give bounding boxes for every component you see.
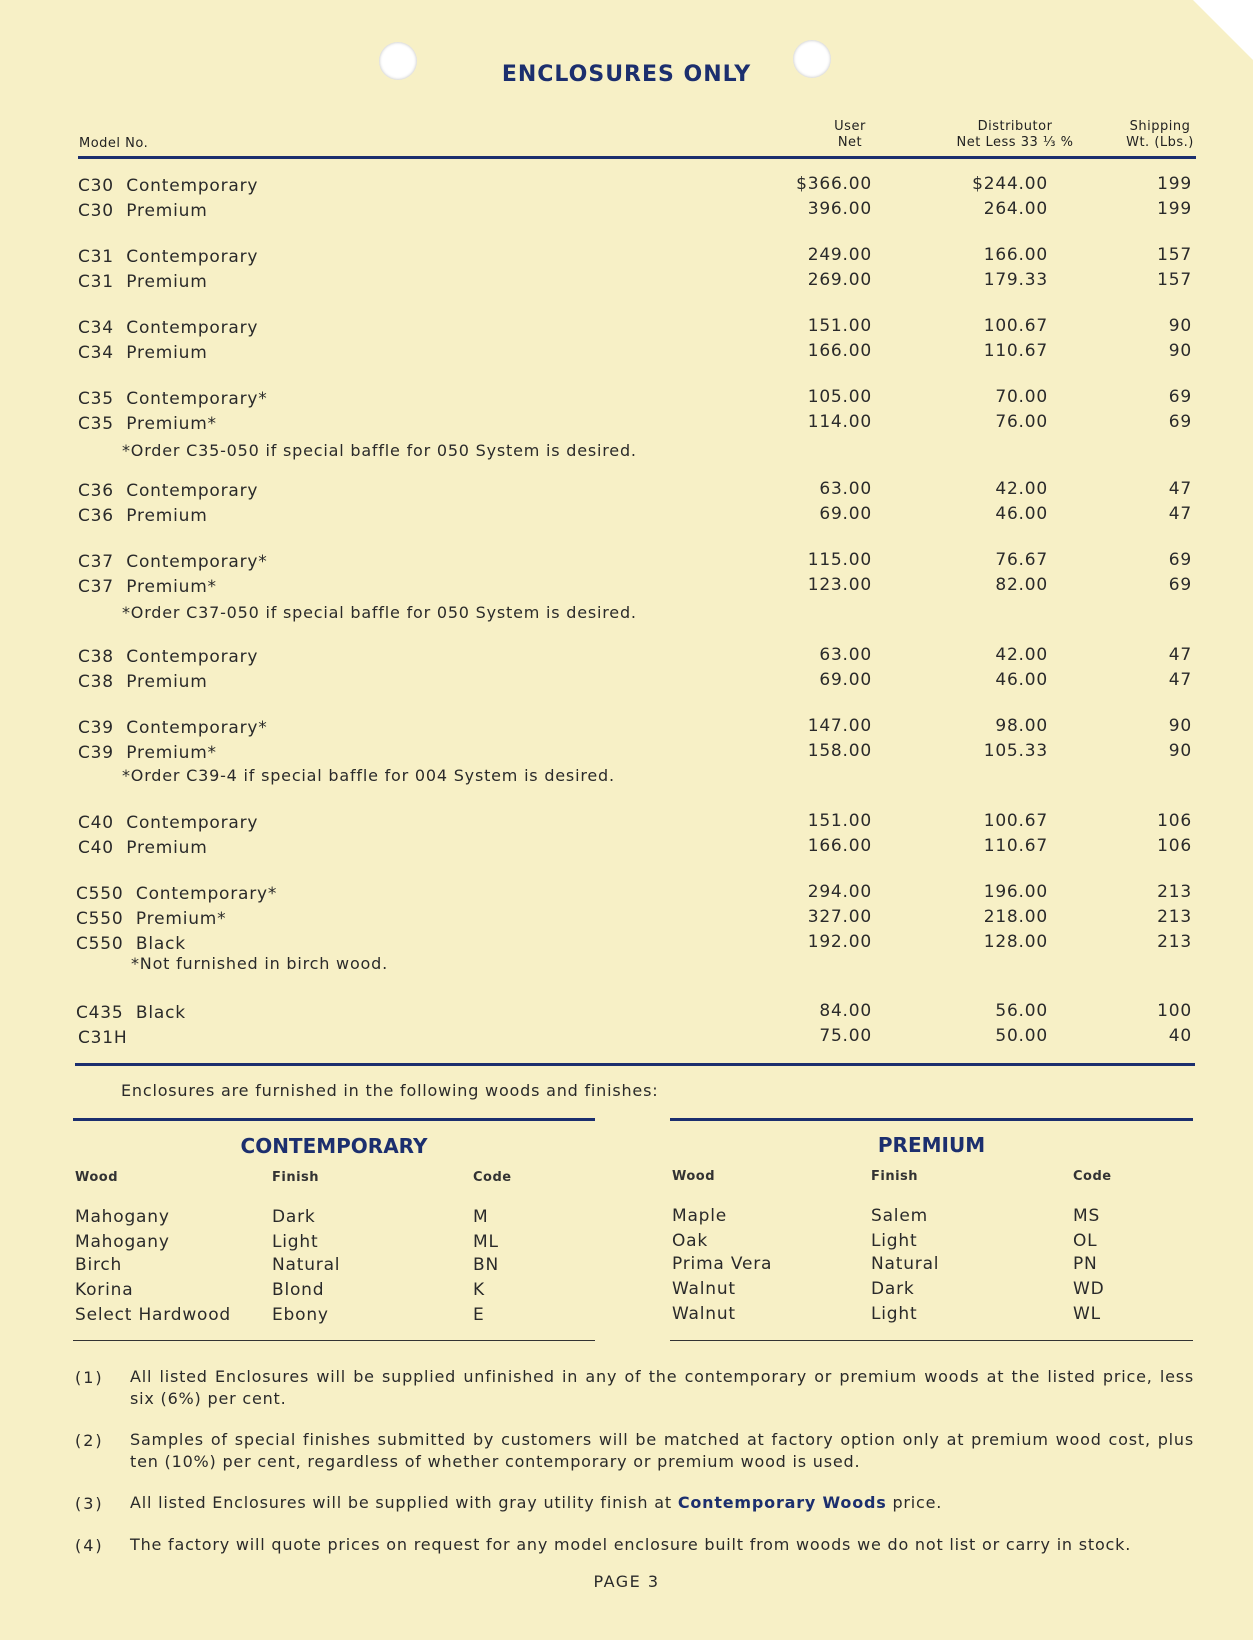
note-c35: *Order C35-050 if special baffle for 050 System is desired. — [122, 441, 637, 460]
row-user-net: 114.00 — [807, 412, 872, 432]
col-header-model: Model No. — [79, 136, 149, 151]
row-model: C550 Premium* — [76, 909, 227, 929]
footnote-2-number: (2) — [75, 1431, 104, 1450]
page-title: ENCLOSURES ONLY — [501, 62, 752, 87]
col-header-shipping-line2: Wt. (Lbs.) — [1126, 135, 1194, 150]
row-shipping-weight: 213 — [1157, 882, 1192, 902]
footnote-4-text: The factory will quote prices on request for any model enclosure built from woods we do not list or carry in stock. — [130, 1535, 1132, 1554]
col-header-user-net-line1: User — [834, 119, 866, 134]
contemporary-heading: CONTEMPORARY — [240, 1134, 428, 1158]
row-user-net: 158.00 — [807, 741, 872, 761]
col-header-distributor — [940, 119, 1090, 151]
row-distributor-net: 100.67 — [983, 316, 1048, 336]
header-rule — [78, 156, 1196, 159]
row-model: C39 Premium* — [78, 743, 217, 763]
row-distributor-net: 46.00 — [995, 670, 1048, 690]
footnote-4-number: (4) — [75, 1536, 104, 1555]
row-user-net: 63.00 — [819, 479, 872, 499]
premium-col-wood: Wood — [672, 1169, 716, 1184]
row-distributor-net: 179.33 — [983, 270, 1048, 290]
footnote-3-text-after: price. — [886, 1493, 943, 1512]
contemporary-finish: Ebony — [272, 1305, 329, 1325]
note-c39: *Order C39-4 if special baffle for 004 System is desired. — [122, 766, 615, 785]
premium-wood: Prima Vera — [672, 1254, 773, 1274]
premium-wood: Walnut — [672, 1279, 736, 1299]
row-model: C31 Contemporary — [78, 247, 259, 267]
note-c550: *Not furnished in birch wood. — [131, 954, 388, 973]
row-shipping-weight: 69 — [1168, 387, 1192, 407]
note-c37: *Order C37-050 if special baffle for 050 System is desired. — [122, 603, 637, 622]
contemporary-col-code: Code — [473, 1170, 512, 1185]
row-shipping-weight: 199 — [1157, 174, 1192, 194]
row-shipping-weight: 69 — [1168, 550, 1192, 570]
premium-wood: Oak — [672, 1231, 709, 1251]
row-user-net: 327.00 — [807, 907, 872, 927]
contemporary-wood: Korina — [75, 1280, 134, 1300]
row-model: C37 Premium* — [78, 577, 217, 597]
row-user-net: 166.00 — [807, 836, 872, 856]
row-model: C39 Contemporary* — [78, 718, 268, 738]
contemporary-finish: Blond — [272, 1280, 325, 1300]
contemporary-code: ML — [473, 1232, 499, 1252]
row-shipping-weight: 90 — [1168, 341, 1192, 361]
row-distributor-net: 218.00 — [983, 907, 1048, 927]
row-distributor-net: 100.67 — [983, 811, 1048, 831]
row-model: C35 Contemporary* — [78, 389, 268, 409]
premium-wood: Walnut — [672, 1304, 736, 1324]
row-model: C38 Contemporary — [78, 647, 259, 667]
contemporary-code: E — [473, 1305, 485, 1325]
row-user-net: 396.00 — [807, 199, 872, 219]
premium-bottom-rule — [670, 1340, 1193, 1341]
premium-code: WL — [1073, 1304, 1101, 1324]
row-distributor-net: 105.33 — [983, 741, 1048, 761]
row-model: C550 Black — [76, 934, 186, 954]
row-model: C38 Premium — [78, 672, 208, 692]
col-header-shipping-line1: Shipping — [1129, 119, 1191, 134]
finishes-intro: Enclosures are furnished in the following woods and finishes: — [121, 1081, 659, 1100]
page-number: PAGE 3 — [593, 1572, 660, 1591]
row-model: C30 Premium — [78, 201, 208, 221]
row-model: C30 Contemporary — [78, 176, 259, 196]
row-distributor-net: 264.00 — [983, 199, 1048, 219]
row-user-net: 166.00 — [807, 341, 872, 361]
premium-top-rule — [670, 1118, 1193, 1121]
row-model: C550 Contemporary* — [76, 884, 278, 904]
premium-wood: Maple — [672, 1206, 728, 1226]
row-shipping-weight: 69 — [1168, 575, 1192, 595]
footnote-2-text: Samples of special finishes submitted by customers will be matched at factory option only at premium wood cost, plus ten (10%) per cent, regardless of whether contemporary or premium wood is used. — [130, 1430, 1194, 1471]
row-shipping-weight: 40 — [1168, 1026, 1192, 1046]
row-model: C31 Premium — [78, 272, 208, 292]
contemporary-col-finish: Finish — [272, 1170, 320, 1185]
row-model: C36 Contemporary — [78, 481, 259, 501]
premium-heading: PREMIUM — [877, 1133, 986, 1157]
row-model: C40 Premium — [78, 838, 208, 858]
contemporary-finish: Dark — [272, 1207, 316, 1227]
footnote-3-number: (3) — [75, 1494, 104, 1513]
row-distributor-net: 110.67 — [983, 341, 1048, 361]
row-shipping-weight: 47 — [1168, 479, 1192, 499]
contemporary-wood: Mahogany — [75, 1207, 170, 1227]
contemporary-finish: Natural — [272, 1255, 341, 1275]
row-model: C34 Premium — [78, 343, 208, 363]
row-shipping-weight: 199 — [1157, 199, 1192, 219]
row-user-net: 147.00 — [807, 716, 872, 736]
premium-finish: Salem — [871, 1206, 928, 1226]
row-user-net: 151.00 — [807, 316, 872, 336]
row-user-net: 151.00 — [807, 811, 872, 831]
folded-corner — [1193, 0, 1253, 60]
row-distributor-net: 46.00 — [995, 504, 1048, 524]
row-shipping-weight: 106 — [1157, 836, 1192, 856]
contemporary-top-rule — [73, 1118, 595, 1121]
premium-finish: Light — [871, 1231, 918, 1251]
row-model: C35 Premium* — [78, 414, 217, 434]
row-shipping-weight: 90 — [1168, 716, 1192, 736]
footnote-3-text-bold: Contemporary Woods — [677, 1493, 887, 1512]
col-header-shipping — [1110, 119, 1210, 151]
row-distributor-net: 110.67 — [983, 836, 1048, 856]
footnote-3-text — [130, 1492, 1194, 1514]
row-shipping-weight: 69 — [1168, 412, 1192, 432]
premium-code: OL — [1073, 1231, 1098, 1251]
row-shipping-weight: 47 — [1168, 504, 1192, 524]
row-distributor-net: 98.00 — [995, 716, 1048, 736]
contemporary-wood: Mahogany — [75, 1232, 170, 1252]
premium-col-finish: Finish — [871, 1169, 919, 1184]
premium-code: MS — [1073, 1206, 1101, 1226]
row-shipping-weight: 213 — [1157, 907, 1192, 927]
row-distributor-net: 70.00 — [995, 387, 1048, 407]
row-shipping-weight: 90 — [1168, 741, 1192, 761]
row-distributor-net: 196.00 — [983, 882, 1048, 902]
row-model: C40 Contemporary — [78, 813, 259, 833]
row-user-net: 69.00 — [819, 504, 872, 524]
contemporary-code: M — [473, 1207, 489, 1227]
premium-finish: Natural — [871, 1254, 940, 1274]
contemporary-col-wood: Wood — [75, 1170, 119, 1185]
premium-finish: Dark — [871, 1279, 915, 1299]
row-user-net: 249.00 — [807, 245, 872, 265]
row-user-net: 294.00 — [807, 882, 872, 902]
row-distributor-net: 56.00 — [995, 1001, 1048, 1021]
row-shipping-weight: 157 — [1157, 245, 1192, 265]
row-user-net: 63.00 — [819, 645, 872, 665]
contemporary-finish: Light — [272, 1232, 319, 1252]
table-bottom-rule — [75, 1063, 1195, 1066]
row-distributor-net: 42.00 — [995, 645, 1048, 665]
row-model: C36 Premium — [78, 506, 208, 526]
row-shipping-weight: 106 — [1157, 811, 1192, 831]
row-shipping-weight: 157 — [1157, 270, 1192, 290]
row-model: C37 Contemporary* — [78, 552, 268, 572]
row-user-net: $366.00 — [796, 174, 872, 194]
premium-code: PN — [1073, 1254, 1098, 1274]
row-user-net: 269.00 — [807, 270, 872, 290]
col-header-distributor-line1: Distributor — [977, 119, 1053, 134]
row-distributor-net: 42.00 — [995, 479, 1048, 499]
footnote-1-text: All listed Enclosures will be supplied unfinished in any of the contemporary or premium woods at the listed price, less six (6%) per cent. — [130, 1367, 1194, 1408]
row-distributor-net: 82.00 — [995, 575, 1048, 595]
premium-col-code: Code — [1073, 1169, 1112, 1184]
row-model: C34 Contemporary — [78, 318, 259, 338]
col-header-distributor-line2: Net Less 33 ⅓ % — [956, 135, 1074, 150]
row-distributor-net: 76.00 — [995, 412, 1048, 432]
row-shipping-weight: 47 — [1168, 670, 1192, 690]
row-model: C31H — [78, 1028, 128, 1048]
row-user-net: 123.00 — [807, 575, 872, 595]
premium-finish: Light — [871, 1304, 918, 1324]
premium-code: WD — [1073, 1279, 1105, 1299]
row-model: C435 Black — [76, 1003, 186, 1023]
row-user-net: 192.00 — [807, 932, 872, 952]
row-distributor-net: 166.00 — [983, 245, 1048, 265]
row-user-net: 84.00 — [819, 1001, 872, 1021]
footnote-3-text-before: All listed Enclosures will be supplied with gray utility finish at — [130, 1493, 678, 1512]
row-user-net: 115.00 — [807, 550, 872, 570]
footnote-1-number: (1) — [75, 1368, 104, 1387]
row-distributor-net: 76.67 — [995, 550, 1048, 570]
row-shipping-weight: 213 — [1157, 932, 1192, 952]
row-distributor-net: 50.00 — [995, 1026, 1048, 1046]
row-user-net: 75.00 — [819, 1026, 872, 1046]
row-distributor-net: 128.00 — [983, 932, 1048, 952]
row-user-net: 69.00 — [819, 670, 872, 690]
row-user-net: 105.00 — [807, 387, 872, 407]
col-header-user-net-line2: Net — [837, 135, 863, 150]
row-shipping-weight: 100 — [1157, 1001, 1192, 1021]
contemporary-bottom-rule — [73, 1340, 595, 1341]
row-shipping-weight: 90 — [1168, 316, 1192, 336]
row-distributor-net: $244.00 — [972, 174, 1048, 194]
contemporary-code: K — [473, 1280, 485, 1300]
row-shipping-weight: 47 — [1168, 645, 1192, 665]
col-header-user-net — [800, 119, 900, 151]
contemporary-wood: Birch — [75, 1255, 123, 1275]
contemporary-code: BN — [473, 1255, 499, 1275]
contemporary-wood: Select Hardwood — [75, 1305, 232, 1325]
